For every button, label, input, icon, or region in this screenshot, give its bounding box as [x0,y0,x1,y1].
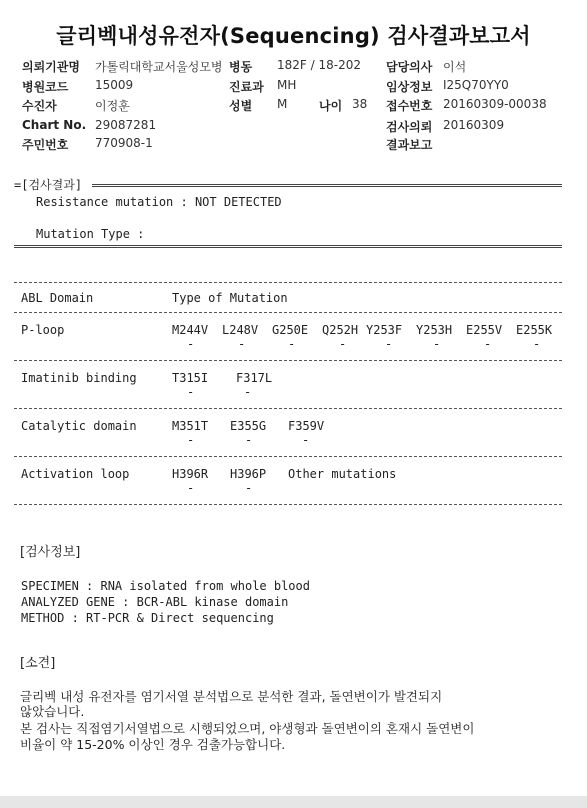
request-date-label: 검사의뢰 [386,120,433,134]
results-double-rule [92,184,562,187]
result-mark: - [187,433,195,447]
findings-section-label: [소견] [20,656,56,671]
mutation-h396p: H396P [230,467,267,481]
analyzed-gene-text: ANALYZED GENE : BCR-ABL kinase domain [21,595,289,609]
result-mark: - [187,385,195,399]
result-mark: - [245,481,253,495]
row-rule [14,456,562,457]
findings-line-2: 않았습니다. [20,704,85,719]
test-info-section-label: [검사정보] [20,545,81,560]
mutation-f359v: F359V [288,419,325,433]
mutation-type-double-rule [14,245,562,248]
table-bottom-rule [14,504,562,505]
findings-line-4: 비율이 약 15-20% 이상인 경우 검출가능합니다. [20,737,286,752]
results-section-label: =[검사결과] [14,178,83,192]
result-mark: - [238,337,246,351]
result-mark: - [484,337,492,351]
department-label: 진료과 [229,80,264,94]
mutation-g250e: G250E [272,323,309,337]
patient-name-value: 이정훈 [95,99,130,113]
result-mark: - [187,481,195,495]
result-mark: - [288,337,296,351]
specimen-text: SPECIMEN : RNA isolated from whole blood [21,579,310,593]
mutation-m351t: M351T [172,419,209,433]
mutation-l248v: L248V [222,323,259,337]
mutation-q252h: Q252H [322,323,359,337]
physician-label: 담당의사 [386,60,433,74]
age-value: 38 [352,97,368,111]
result-mark: - [533,337,541,351]
receipt-no-label: 접수번호 [386,99,433,113]
domain-imatinib-binding: Imatinib binding [21,371,137,385]
mutation-e255v: E255V [466,323,503,337]
patient-name-label: 수진자 [22,99,57,113]
mutation-type-text: Mutation Type : [36,227,145,241]
chart-no-label: Chart No. [22,118,87,132]
mutation-e355g: E355G [230,419,267,433]
report-date-label: 결과보고 [386,138,433,152]
table-header-rule [14,312,562,313]
mutation-y253f: Y253F [366,323,403,337]
domain-activation-loop: Activation loop [21,467,130,481]
ward-value: 182F / 18-202 [277,58,361,72]
mutation-f317l: F317L [236,371,273,385]
resident-no-label: 주민번호 [22,138,69,152]
result-mark: - [244,385,252,399]
age-label: 나이 [319,99,343,113]
findings-line-1: 글리벡 내성 유전자를 염기서열 분석법으로 분석한 결과, 돌연변이가 발견되지 [20,689,443,704]
sex-value: M [277,97,288,111]
chart-no-value: 29087281 [95,118,157,132]
result-mark: - [302,433,310,447]
sex-label: 성별 [229,99,253,113]
request-date-value: 20160309 [443,118,505,132]
mutation-e255k: E255K [516,323,553,337]
mutation-t315i: T315I [172,371,209,385]
domain-catalytic: Catalytic domain [21,419,137,433]
hospital-code-value: 15009 [95,78,134,92]
table-top-rule [14,282,562,283]
resistance-mutation-text: Resistance mutation : NOT DETECTED [36,195,282,209]
referring-institution-value: 가톨릭대학교서울성모병 [95,60,223,74]
method-text: METHOD : RT-PCR & Direct sequencing [21,611,274,625]
clinical-info-value: I25Q70YY0 [443,78,509,92]
table-header-domain: ABL Domain [21,291,94,305]
resident-no-value: 770908-1 [95,136,153,150]
mutation-m244v: M244V [172,323,209,337]
result-mark: - [245,433,253,447]
receipt-no-value: 20160309-00038 [443,97,547,111]
physician-value: 이석 [443,60,467,74]
row-rule [14,408,562,409]
result-mark: - [339,337,347,351]
ward-label: 병동 [229,60,253,74]
hospital-code-label: 병원코드 [22,80,69,94]
referring-institution-label: 의뢰기관명 [22,60,80,74]
table-header-type: Type of Mutation [172,291,288,305]
domain-p-loop: P-loop [21,323,65,337]
mutation-h396r: H396R [172,467,209,481]
row-rule [14,360,562,361]
findings-line-3: 본 검사는 직접염기서열법으로 시행되었으며, 야생형과 돌연변이의 혼재시 돌연변이 [20,721,475,736]
other-mutations: Other mutations [288,467,397,481]
page-bottom-bar [0,796,587,808]
report-title: 글리벡내성유전자(Sequencing) 검사결과보고서 [56,24,531,48]
result-mark: - [187,337,195,351]
clinical-info-label: 임상정보 [386,80,433,94]
result-mark: - [385,337,393,351]
result-mark: - [433,337,441,351]
mutation-y253h: Y253H [416,323,453,337]
department-value: MH [277,78,297,92]
